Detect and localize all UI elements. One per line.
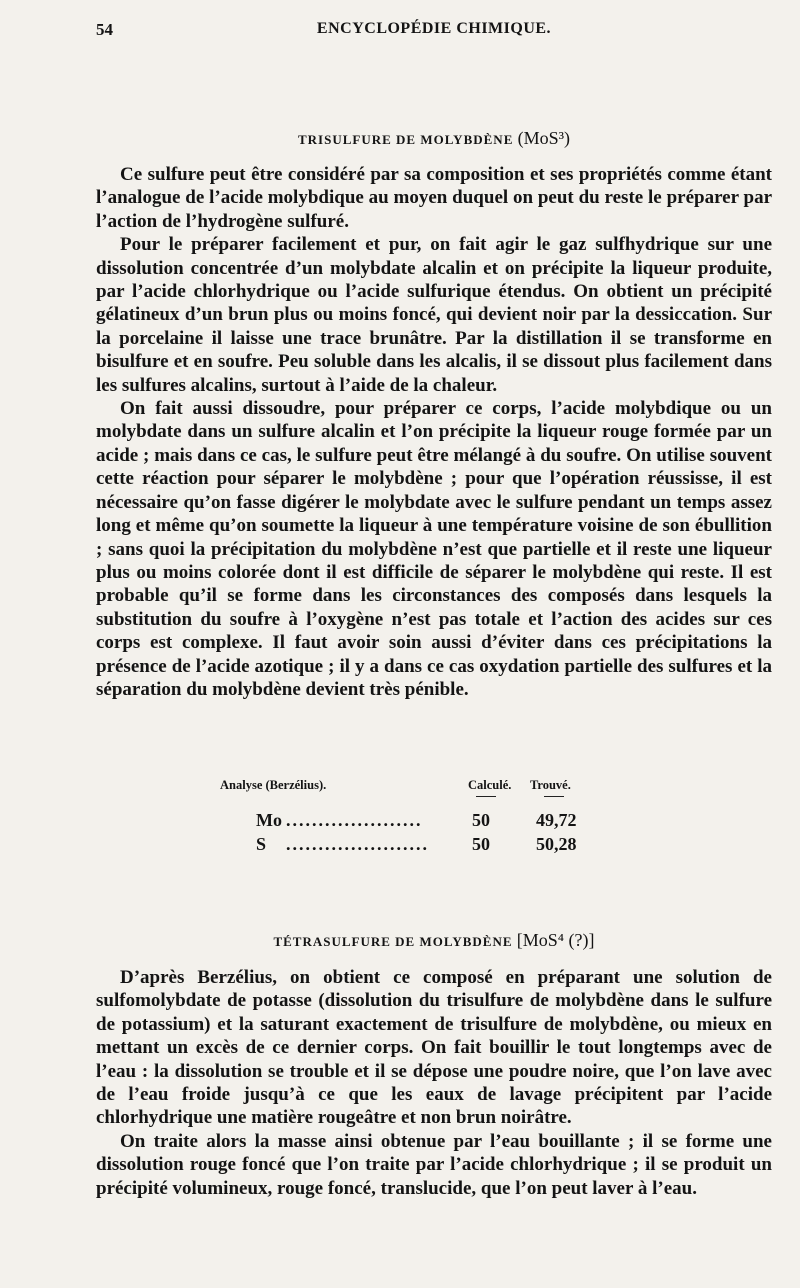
table-header-analysis: Analyse (Berzélius). — [220, 778, 327, 792]
calculated-value: 50 — [472, 810, 490, 830]
leader-dots: ..................... — [286, 810, 423, 830]
paragraph: Ce sulfure peut être considéré par sa composition et ses propriétés comme étant l’analogue de l’acide molybdique au moyen duquel on peut du reste le préparer par l’action de l’hydrogène sulfuré. — [96, 164, 772, 232]
analysis-table — [220, 778, 580, 868]
leader-dots: ...................... — [286, 834, 429, 854]
element-symbol: Mo — [256, 810, 282, 830]
table-row — [256, 834, 429, 855]
section-title-text: TRISULFURE DE MOLYBDÈNE — [297, 132, 514, 147]
section-title-tetrasulfure — [96, 930, 772, 951]
section-formula: (MoS³) — [517, 128, 571, 148]
table-row — [256, 810, 423, 831]
section-title-text: TÉTRASULFURE DE MOLYBDÈNE — [273, 934, 513, 949]
paragraph: On fait aussi dissoudre, pour préparer ce corps, l’acide molybdique ou un molybdate dans un sulfure alcalin et l’on précipite la liqueur rouge formée par un acide ; mais dans ce cas, le sulfure peut être mélangé à du soufre. On utilise souvent cette réaction pour séparer le molybdène ; pour que l’opération réussisse, il est nécessaire qu’on fasse digérer le molybdate avec le sulfure pendant un temps assez long et même qu’on soumette la liqueur à une température voisine de son ébullition ; sans quoi la précipitation du molybdène n’est que partielle et il reste une liqueur plus ou moins colorée dont il est difficile de séparer le molybdène qui reste. Il est probable qu’il se forme dans les circonstances des composés dans lesquels la substitution du soufre à l’oxygène n’est pas totale et l’action des acides sur ces corps est complexe. Il faut avoir soin aussi d’éviter dans ces précipitations la présence de l’acide azotique ; il y a dans ce cas oxydation partielle des sulfures et la séparation du molybdène devient très pénible. — [96, 398, 772, 700]
section-body-tetrasulfure — [96, 966, 772, 1200]
section-title-trisulfure — [96, 128, 772, 149]
paragraph: On traite alors la masse ainsi obtenue par l’eau bouillante ; il se forme une dissolution rouge foncé que l’on traite par l’acide chlorhydrique ; il se produit un précipité volumineux, rouge foncé, translucide, que l’on peut laver à l’eau. — [96, 1130, 772, 1199]
column-rule — [544, 796, 564, 797]
element-symbol: S — [256, 834, 267, 854]
section-body-trisulfure — [96, 163, 772, 701]
column-rule — [476, 796, 496, 797]
paragraph: D’après Berzélius, on obtient ce composé en préparant une solution de sulfomolybdate de potasse (dissolution du trisulfure de molybdène dans le sulfure de potassium) et la saturant exactement de trisulfure de molybdène, ou mieux en mettant un excès de ce dernier corps. On fait bouillir le tout longtemps avec de l’eau : la dissolution se trouble et il se dépose une poudre noire, que l’on lave avec de l’eau froide jusqu’à ce que les eaux de lavage précipitent par l’acide chlorhydrique une matière rougeâtre et non brun noirâtre. — [96, 967, 772, 1129]
calculated-value: 50 — [472, 834, 490, 854]
section-formula: [MoS⁴ (?)] — [516, 930, 595, 950]
table-header-found: Trouvé. — [530, 778, 571, 792]
page-number: 54 — [96, 20, 113, 39]
running-title: ENCYCLOPÉDIE CHIMIQUE. — [316, 20, 552, 37]
table-header-calculated: Calculé. — [468, 778, 512, 792]
paragraph: Pour le préparer facilement et pur, on fait agir le gaz sulfhydrique sur une dissolution concentrée d’un molybdate alcalin et on précipite la liqueur produite, par l’acide chlorhydrique ou l’acide sulfurique étendus. On obtient un précipité gélatineux d’un brun plus ou moins foncé, qui devient noir par la dessiccation. Sur la porcelaine il laisse une trace brunâtre. Par la distillation il se transforme en bisulfure et en soufre. Peu soluble dans les alcalis, il se dissout plus facilement dans les sulfures alcalins, surtout à l’aide de la chaleur. — [96, 234, 772, 396]
running-header — [96, 20, 772, 46]
found-value: 50,28 — [536, 834, 577, 854]
found-value: 49,72 — [536, 810, 577, 830]
